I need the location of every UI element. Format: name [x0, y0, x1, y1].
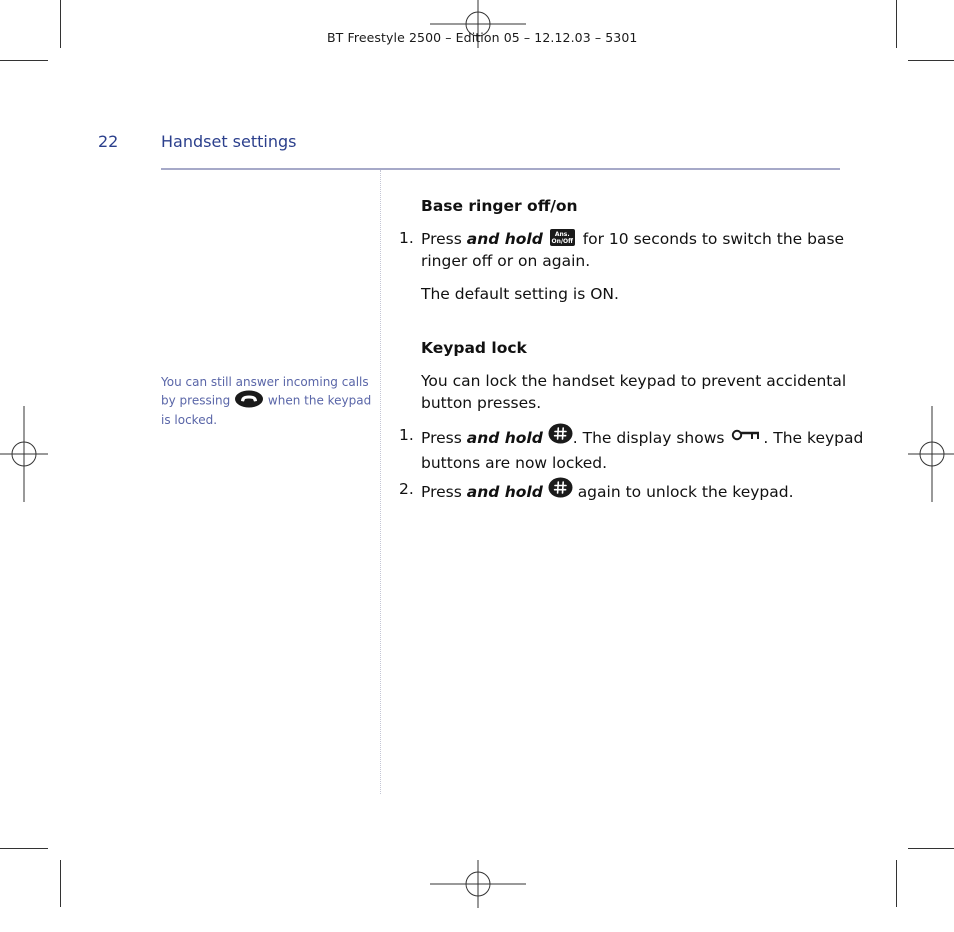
keypad-lock-step-2-number: 2.: [399, 480, 414, 498]
press-text: Press: [421, 230, 462, 248]
side-note-line-3: is locked.: [161, 413, 218, 427]
and-hold-text: and hold: [466, 230, 543, 248]
step-text: for 10 seconds to switch the base: [582, 230, 845, 248]
ans-on-off-key-icon: [550, 229, 575, 246]
page-number: 22: [98, 132, 119, 151]
side-note: [161, 374, 372, 428]
hash-key-icon: [548, 477, 573, 504]
base-ringer-step-1-number: 1.: [399, 229, 414, 247]
keypad-lock-step-1-line-1: [421, 425, 863, 452]
base-ringer-step-1: [421, 228, 844, 272]
side-note-line-1: You can still answer incoming calls: [161, 375, 369, 389]
keypad-lock-step-2: [421, 479, 794, 506]
registration-mark-left: [0, 406, 72, 502]
page-section-title: Handset settings: [161, 132, 297, 151]
keypad-lock-step-1-number: 1.: [399, 426, 414, 444]
press-text: Press: [421, 483, 462, 501]
talk-button-icon: [234, 390, 264, 412]
step-text: . The display shows: [572, 429, 725, 447]
crop-mark-tl-horizontal: [0, 60, 48, 61]
keypad-lock-intro-line-1: You can lock the handset keypad to prevent accidental: [421, 372, 847, 390]
registration-mark-bottom: [430, 836, 526, 932]
and-hold-text: and hold: [466, 429, 543, 447]
ans-key-top-label: Ans.: [554, 230, 570, 238]
and-hold-text: and hold: [466, 483, 543, 501]
side-note-line-2: [161, 390, 372, 412]
keypad-lock-intro: [421, 370, 846, 414]
step-text: . The keypad: [763, 429, 864, 447]
side-note-line-2-after: when the keypad: [267, 393, 372, 408]
crop-mark-tr-vertical: [896, 0, 897, 48]
press-text: Press: [421, 429, 462, 447]
base-ringer-step-1-line-2: ringer off or on again.: [421, 252, 591, 270]
side-note-line-2-before: by pressing: [161, 393, 231, 408]
crop-mark-tr-horizontal: [908, 60, 954, 61]
base-ringer-default-note: The default setting is ON.: [421, 285, 619, 303]
keypad-lock-step-2-line-1: [421, 479, 794, 506]
crop-mark-bl-vertical: [60, 860, 61, 907]
base-ringer-heading: Base ringer off/on: [421, 197, 578, 215]
lock-key-icon: [731, 426, 761, 448]
column-divider: [380, 170, 381, 794]
crop-mark-tl-vertical: [60, 0, 61, 48]
hash-key-icon: [548, 423, 573, 450]
base-ringer-step-1-line-1: [421, 228, 844, 250]
header-rule: [161, 168, 840, 170]
step-text: again to unlock the keypad.: [577, 483, 794, 501]
crop-mark-br-vertical: [896, 860, 897, 907]
crop-mark-br-horizontal: [908, 848, 954, 849]
print-header: BT Freestyle 2500 – Edition 05 – 12.12.03 – 5301: [327, 30, 638, 45]
keypad-lock-intro-line-2: button presses.: [421, 394, 542, 412]
ans-key-bottom-label: On/Off: [551, 237, 574, 245]
keypad-lock-step-1-line-2: buttons are now locked.: [421, 454, 608, 472]
crop-mark-bl-horizontal: [0, 848, 48, 849]
registration-mark-right: [884, 406, 954, 502]
keypad-lock-heading: Keypad lock: [421, 339, 527, 357]
keypad-lock-step-1: [421, 425, 863, 474]
